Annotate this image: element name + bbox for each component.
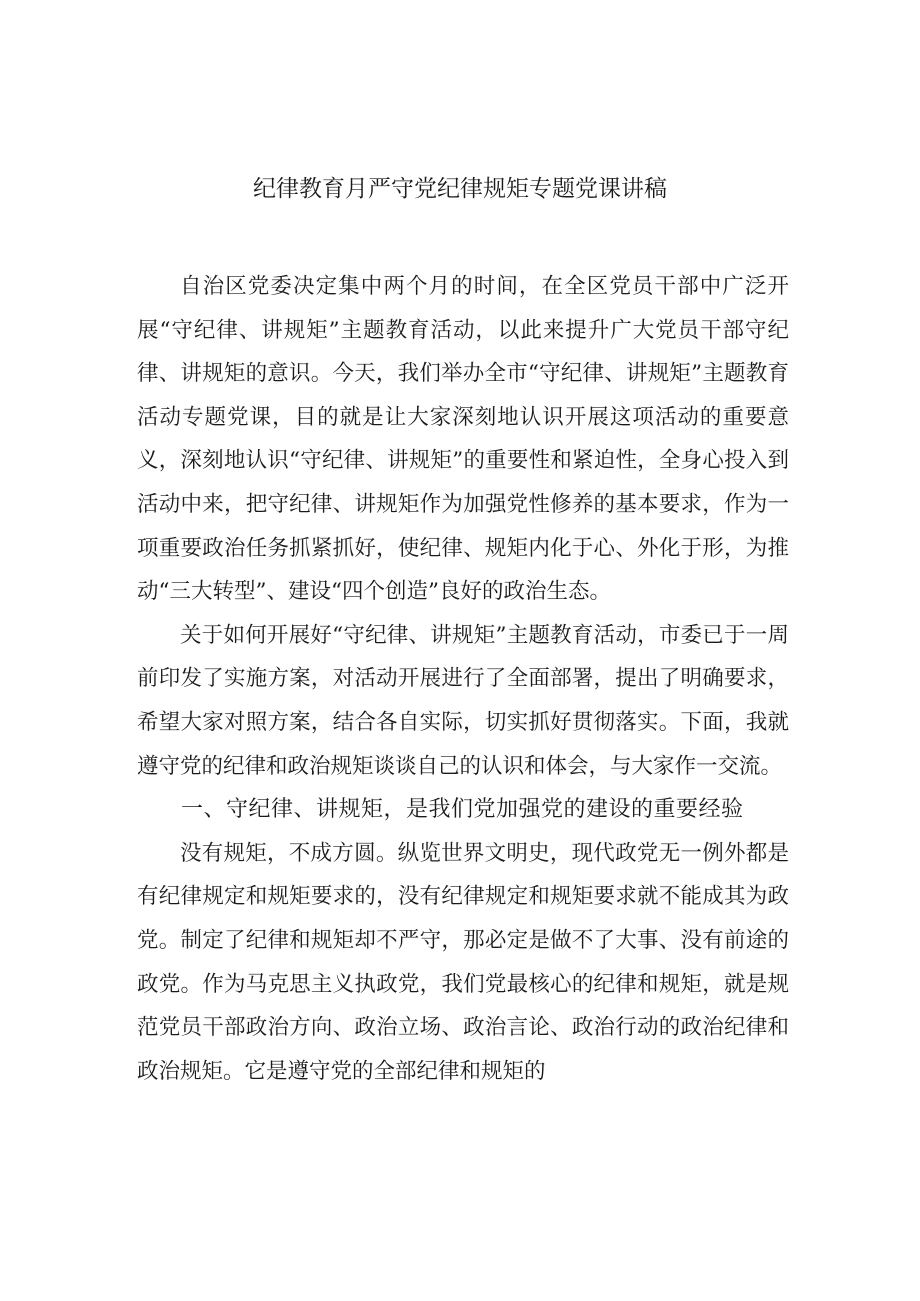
- document-title: 纪律教育月严守党纪律规矩专题党课讲稿: [253, 176, 667, 202]
- section-heading: 一、守纪律、讲规矩，是我们党加强党的建设的重要经验: [181, 797, 744, 823]
- paragraph-intro: 自治区党委决定集中两个月的时间，在全区党员干部中广泛开展“守纪律、讲规矩”主题教育活动，以此来提升广大党员干部守纪律、讲规矩的意识。今天，我们举办全市“守纪律、讲规矩”主题教育活动专题党课，目的就是让大家深刻地认识开展这项活动的重要意义，深刻地认识“守纪律、讲规矩”的重要性和紧迫性，全身心投入到活动中来，把守纪律、讲规矩作为加强党性修养的基本要求，作为一项重要政治任务抓紧抓好，使纪律、规矩内化于心、外化于形，为推动“三大转型”、建设“四个创造”良好的政治生态。: [137, 274, 789, 605]
- document-body: [137, 265, 789, 1093]
- paragraph-implementation: 关于如何开展好“守纪律、讲规矩”主题教育活动，市委已于一周前印发了实施方案，对活动开展进行了全面部署，提出了明确要求，希望大家对照方案，结合各自实际，切实抓好贯彻落实。下面，我就遵守党的纪律和政治规矩谈谈自己的认识和体会，与大家作一交流。: [137, 622, 789, 779]
- paragraph-section-one: 没有规矩，不成方圆。纵览世界文明史，现代政党无一例外都是有纪律规定和规矩要求的，没有纪律规定和规矩要求就不能成其为政党。制定了纪律和规矩却不严守，那必定是做不了大事、没有前途的政党。作为马克思主义执政党，我们党最核心的纪律和规矩，就是规范党员干部政治方向、政治立场、政治言论、政治行动的政治纪律和政治规矩。它是遵守党的全部纪律和规矩的: [137, 840, 789, 1084]
